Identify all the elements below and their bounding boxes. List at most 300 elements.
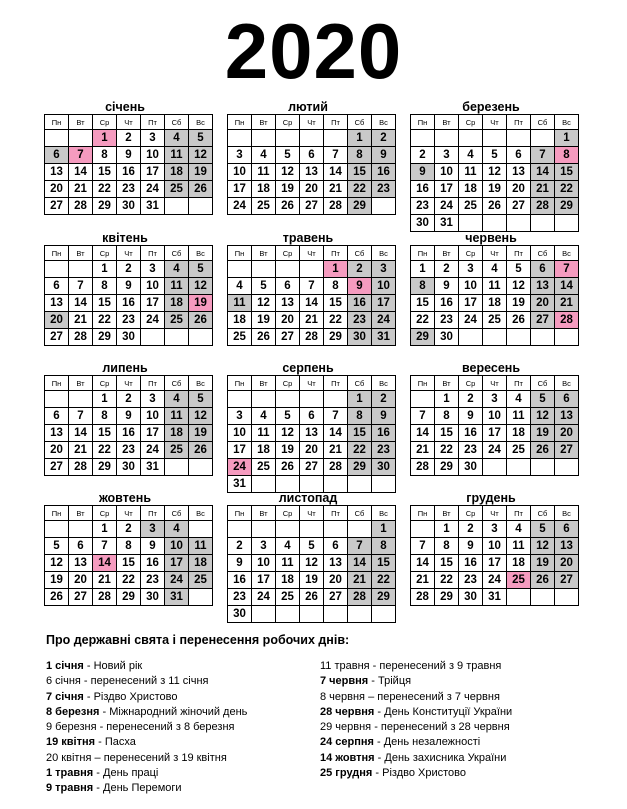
day-cell: 2 bbox=[117, 130, 141, 147]
day-cell: 8 bbox=[435, 408, 459, 425]
day-cell: 29 bbox=[93, 198, 117, 215]
day-cell: 25 bbox=[483, 312, 507, 329]
day-cell: 1 bbox=[348, 391, 372, 408]
weekday-header: Пт bbox=[141, 115, 165, 130]
empty-cell bbox=[324, 606, 348, 623]
day-cell: 20 bbox=[531, 295, 555, 312]
empty-cell bbox=[252, 261, 276, 278]
holiday-note bbox=[46, 690, 247, 705]
day-cell: 15 bbox=[93, 164, 117, 181]
weekday-header: Вс bbox=[555, 376, 579, 391]
empty-cell bbox=[189, 329, 213, 346]
empty-cell bbox=[483, 215, 507, 232]
month-table bbox=[44, 505, 213, 606]
holiday-date: 14 жовтня bbox=[320, 751, 375, 764]
day-cell: 5 bbox=[507, 261, 531, 278]
holiday-note bbox=[320, 735, 512, 750]
day-cell: 10 bbox=[435, 164, 459, 181]
day-cell: 14 bbox=[411, 425, 435, 442]
day-cell: 25 bbox=[507, 572, 531, 589]
day-cell: 3 bbox=[252, 538, 276, 555]
empty-cell bbox=[300, 606, 324, 623]
day-cell: 11 bbox=[165, 408, 189, 425]
day-cell: 25 bbox=[252, 198, 276, 215]
year-title: 2020 bbox=[224, 7, 403, 95]
day-cell: 24 bbox=[141, 181, 165, 198]
day-cell: 19 bbox=[45, 572, 69, 589]
day-cell: 11 bbox=[252, 164, 276, 181]
day-cell: 13 bbox=[555, 408, 579, 425]
empty-cell bbox=[69, 261, 93, 278]
day-cell: 26 bbox=[507, 312, 531, 329]
day-cell: 12 bbox=[45, 555, 69, 572]
day-cell: 30 bbox=[435, 329, 459, 346]
day-cell: 13 bbox=[555, 538, 579, 555]
day-cell: 7 bbox=[324, 408, 348, 425]
day-cell: 20 bbox=[276, 312, 300, 329]
day-cell: 4 bbox=[228, 278, 252, 295]
day-cell: 1 bbox=[93, 130, 117, 147]
day-cell: 11 bbox=[189, 538, 213, 555]
weekday-header: Вс bbox=[555, 115, 579, 130]
day-cell: 8 bbox=[411, 278, 435, 295]
day-cell: 20 bbox=[45, 442, 69, 459]
empty-cell bbox=[555, 329, 579, 346]
month-calendar bbox=[410, 361, 572, 476]
weekday-header: Ср bbox=[276, 115, 300, 130]
day-cell: 25 bbox=[189, 572, 213, 589]
day-cell: 27 bbox=[531, 312, 555, 329]
day-cell: 14 bbox=[348, 555, 372, 572]
day-cell: 3 bbox=[228, 408, 252, 425]
month-name: травень bbox=[282, 231, 334, 245]
day-cell: 16 bbox=[411, 181, 435, 198]
empty-cell bbox=[189, 521, 213, 538]
day-cell: 9 bbox=[411, 164, 435, 181]
day-cell: 21 bbox=[69, 442, 93, 459]
day-cell: 6 bbox=[555, 521, 579, 538]
day-cell: 29 bbox=[93, 459, 117, 476]
month-calendar bbox=[227, 231, 389, 346]
day-cell: 20 bbox=[45, 181, 69, 198]
day-cell: 6 bbox=[276, 278, 300, 295]
day-cell: 30 bbox=[141, 589, 165, 606]
day-cell: 30 bbox=[228, 606, 252, 623]
day-cell: 2 bbox=[459, 521, 483, 538]
day-cell: 27 bbox=[45, 329, 69, 346]
weekday-header: Вт bbox=[69, 376, 93, 391]
empty-cell bbox=[165, 329, 189, 346]
day-cell: 23 bbox=[372, 442, 396, 459]
day-cell: 25 bbox=[252, 459, 276, 476]
day-cell: 21 bbox=[69, 312, 93, 329]
empty-cell bbox=[555, 215, 579, 232]
day-cell: 26 bbox=[276, 198, 300, 215]
day-cell: 19 bbox=[507, 295, 531, 312]
day-cell: 22 bbox=[348, 181, 372, 198]
day-cell: 9 bbox=[228, 555, 252, 572]
weekday-header: Вс bbox=[555, 506, 579, 521]
day-cell: 6 bbox=[45, 408, 69, 425]
day-cell: 17 bbox=[141, 295, 165, 312]
day-cell: 25 bbox=[276, 589, 300, 606]
weekday-header: Вс bbox=[372, 506, 396, 521]
day-cell: 24 bbox=[141, 312, 165, 329]
day-cell: 16 bbox=[459, 555, 483, 572]
day-cell: 23 bbox=[372, 181, 396, 198]
holiday-note bbox=[46, 766, 247, 781]
empty-cell bbox=[411, 130, 435, 147]
day-cell: 17 bbox=[435, 181, 459, 198]
month-calendar bbox=[44, 100, 206, 215]
day-cell: 6 bbox=[507, 147, 531, 164]
empty-cell bbox=[45, 130, 69, 147]
month-name: листопад bbox=[278, 491, 338, 505]
day-cell: 11 bbox=[165, 147, 189, 164]
day-cell: 18 bbox=[507, 425, 531, 442]
day-cell: 26 bbox=[189, 312, 213, 329]
day-cell: 15 bbox=[348, 164, 372, 181]
day-cell: 15 bbox=[93, 425, 117, 442]
day-cell: 12 bbox=[189, 278, 213, 295]
holiday-note bbox=[320, 659, 512, 674]
empty-cell bbox=[300, 261, 324, 278]
day-cell: 25 bbox=[507, 442, 531, 459]
day-cell: 23 bbox=[348, 312, 372, 329]
holiday-date: 1 січня bbox=[46, 660, 84, 672]
empty-cell bbox=[45, 521, 69, 538]
weekday-header: Вт bbox=[69, 246, 93, 261]
day-cell: 10 bbox=[228, 425, 252, 442]
weekday-header: Чт bbox=[117, 115, 141, 130]
day-cell: 9 bbox=[117, 147, 141, 164]
day-cell: 12 bbox=[531, 538, 555, 555]
day-cell: 31 bbox=[165, 589, 189, 606]
holiday-note bbox=[46, 674, 247, 689]
holiday-date: 7 січня bbox=[46, 690, 84, 703]
day-cell: 26 bbox=[252, 329, 276, 346]
day-cell: 24 bbox=[435, 198, 459, 215]
day-cell: 22 bbox=[372, 572, 396, 589]
day-cell: 27 bbox=[276, 329, 300, 346]
month-table bbox=[410, 505, 579, 606]
weekday-header: Чт bbox=[300, 376, 324, 391]
month-calendar bbox=[410, 100, 572, 232]
notes-title: Про державні свята і перенесення робочих днів: bbox=[46, 633, 350, 647]
day-cell: 9 bbox=[459, 538, 483, 555]
day-cell: 1 bbox=[555, 130, 579, 147]
day-cell: 13 bbox=[300, 425, 324, 442]
day-cell: 20 bbox=[300, 181, 324, 198]
day-cell: 17 bbox=[141, 164, 165, 181]
empty-cell bbox=[276, 476, 300, 493]
day-cell: 18 bbox=[165, 295, 189, 312]
day-cell: 1 bbox=[435, 391, 459, 408]
day-cell: 19 bbox=[189, 164, 213, 181]
day-cell: 6 bbox=[531, 261, 555, 278]
day-cell: 17 bbox=[165, 555, 189, 572]
month-name: липень bbox=[102, 361, 148, 375]
day-cell: 2 bbox=[117, 391, 141, 408]
weekday-header: Вт bbox=[69, 115, 93, 130]
day-cell: 21 bbox=[411, 442, 435, 459]
empty-cell bbox=[276, 606, 300, 623]
weekday-header: Ср bbox=[459, 376, 483, 391]
day-cell: 21 bbox=[324, 442, 348, 459]
day-cell: 11 bbox=[228, 295, 252, 312]
empty-cell bbox=[531, 459, 555, 476]
day-cell: 7 bbox=[69, 408, 93, 425]
day-cell: 22 bbox=[348, 442, 372, 459]
day-cell: 14 bbox=[531, 164, 555, 181]
day-cell: 3 bbox=[141, 130, 165, 147]
empty-cell bbox=[483, 130, 507, 147]
day-cell: 28 bbox=[300, 329, 324, 346]
empty-cell bbox=[252, 606, 276, 623]
empty-cell bbox=[435, 130, 459, 147]
day-cell: 14 bbox=[300, 295, 324, 312]
day-cell: 23 bbox=[411, 198, 435, 215]
day-cell: 21 bbox=[411, 572, 435, 589]
holiday-description: - День захисника України bbox=[374, 751, 507, 764]
holiday-note bbox=[46, 705, 247, 720]
holiday-note bbox=[320, 751, 512, 766]
holiday-date: 24 серпня bbox=[320, 736, 374, 749]
day-cell: 29 bbox=[435, 589, 459, 606]
day-cell: 20 bbox=[69, 572, 93, 589]
day-cell: 6 bbox=[69, 538, 93, 555]
weekday-header: Ср bbox=[276, 506, 300, 521]
day-cell: 4 bbox=[483, 261, 507, 278]
day-cell: 5 bbox=[45, 538, 69, 555]
holiday-description: - Різдво Христово bbox=[372, 767, 466, 780]
day-cell: 1 bbox=[372, 521, 396, 538]
day-cell: 1 bbox=[93, 521, 117, 538]
day-cell: 5 bbox=[276, 408, 300, 425]
weekday-header: Сб bbox=[348, 115, 372, 130]
day-cell: 22 bbox=[555, 181, 579, 198]
day-cell: 31 bbox=[483, 589, 507, 606]
day-cell: 28 bbox=[411, 459, 435, 476]
day-cell: 1 bbox=[93, 261, 117, 278]
day-cell: 18 bbox=[459, 181, 483, 198]
day-cell: 8 bbox=[117, 538, 141, 555]
day-cell: 16 bbox=[435, 295, 459, 312]
day-cell: 30 bbox=[117, 459, 141, 476]
day-cell: 15 bbox=[348, 425, 372, 442]
day-cell: 3 bbox=[228, 147, 252, 164]
weekday-header: Вс bbox=[372, 246, 396, 261]
weekday-header: Вт bbox=[435, 115, 459, 130]
day-cell: 26 bbox=[531, 442, 555, 459]
empty-cell bbox=[324, 391, 348, 408]
day-cell: 9 bbox=[372, 408, 396, 425]
day-cell: 23 bbox=[435, 312, 459, 329]
empty-cell bbox=[252, 391, 276, 408]
weekday-header: Пн bbox=[228, 115, 252, 130]
weekday-header: Сб bbox=[348, 506, 372, 521]
day-cell: 12 bbox=[252, 295, 276, 312]
day-cell: 30 bbox=[117, 198, 141, 215]
day-cell: 14 bbox=[555, 278, 579, 295]
day-cell: 24 bbox=[483, 572, 507, 589]
weekday-header: Вт bbox=[69, 506, 93, 521]
day-cell: 27 bbox=[555, 572, 579, 589]
month-name: січень bbox=[105, 100, 145, 114]
weekday-header: Вт bbox=[252, 376, 276, 391]
day-cell: 24 bbox=[252, 589, 276, 606]
holiday-date: 25 грудня bbox=[320, 767, 373, 780]
day-cell: 3 bbox=[483, 391, 507, 408]
day-cell: 29 bbox=[93, 329, 117, 346]
month-name: квітень bbox=[102, 231, 148, 245]
weekday-header: Вт bbox=[435, 246, 459, 261]
day-cell: 16 bbox=[372, 164, 396, 181]
day-cell: 12 bbox=[189, 147, 213, 164]
day-cell: 20 bbox=[300, 442, 324, 459]
day-cell: 3 bbox=[483, 521, 507, 538]
day-cell: 16 bbox=[372, 425, 396, 442]
weekday-header: Пн bbox=[45, 115, 69, 130]
day-cell: 18 bbox=[252, 442, 276, 459]
day-cell: 19 bbox=[189, 425, 213, 442]
empty-cell bbox=[189, 459, 213, 476]
day-cell: 17 bbox=[372, 295, 396, 312]
day-cell: 8 bbox=[93, 278, 117, 295]
day-cell: 15 bbox=[555, 164, 579, 181]
empty-cell bbox=[228, 521, 252, 538]
day-cell: 16 bbox=[141, 555, 165, 572]
day-cell: 24 bbox=[459, 312, 483, 329]
month-calendar bbox=[44, 491, 206, 606]
day-cell: 5 bbox=[252, 278, 276, 295]
day-cell: 7 bbox=[411, 408, 435, 425]
empty-cell bbox=[141, 329, 165, 346]
weekday-header: Чт bbox=[483, 115, 507, 130]
weekday-header: Ср bbox=[459, 506, 483, 521]
day-cell: 20 bbox=[555, 555, 579, 572]
day-cell: 22 bbox=[93, 442, 117, 459]
weekday-header: Ср bbox=[93, 246, 117, 261]
day-cell: 2 bbox=[117, 261, 141, 278]
day-cell: 12 bbox=[507, 278, 531, 295]
weekday-header: Пн bbox=[45, 376, 69, 391]
holiday-note bbox=[46, 735, 247, 750]
day-cell: 1 bbox=[411, 261, 435, 278]
day-cell: 7 bbox=[324, 147, 348, 164]
empty-cell bbox=[45, 261, 69, 278]
day-cell: 30 bbox=[372, 459, 396, 476]
day-cell: 8 bbox=[555, 147, 579, 164]
empty-cell bbox=[372, 476, 396, 493]
empty-cell bbox=[276, 130, 300, 147]
day-cell: 13 bbox=[45, 295, 69, 312]
empty-cell bbox=[300, 130, 324, 147]
weekday-header: Вт bbox=[252, 246, 276, 261]
day-cell: 26 bbox=[189, 442, 213, 459]
month-calendar bbox=[410, 231, 572, 346]
weekday-header: Сб bbox=[348, 376, 372, 391]
day-cell: 17 bbox=[228, 442, 252, 459]
weekday-header: Вс bbox=[555, 246, 579, 261]
holiday-description: 20 квітня – перенесений з 19 квітня bbox=[46, 751, 227, 764]
weekday-header: Пт bbox=[507, 376, 531, 391]
day-cell: 19 bbox=[252, 312, 276, 329]
day-cell: 15 bbox=[117, 555, 141, 572]
day-cell: 18 bbox=[507, 555, 531, 572]
day-cell: 28 bbox=[93, 589, 117, 606]
day-cell: 21 bbox=[555, 295, 579, 312]
day-cell: 6 bbox=[555, 391, 579, 408]
day-cell: 27 bbox=[45, 198, 69, 215]
day-cell: 22 bbox=[93, 181, 117, 198]
holiday-description: - День Конституції України bbox=[374, 705, 513, 718]
empty-cell bbox=[372, 198, 396, 215]
day-cell: 19 bbox=[276, 181, 300, 198]
day-cell: 31 bbox=[228, 476, 252, 493]
weekday-header: Пт bbox=[324, 506, 348, 521]
holiday-note bbox=[320, 674, 512, 689]
day-cell: 3 bbox=[459, 261, 483, 278]
weekday-header: Сб bbox=[531, 506, 555, 521]
weekday-header: Пт bbox=[507, 246, 531, 261]
day-cell: 4 bbox=[507, 391, 531, 408]
day-cell: 21 bbox=[348, 572, 372, 589]
month-calendar bbox=[410, 491, 572, 606]
weekday-header: Вс bbox=[189, 115, 213, 130]
empty-cell bbox=[507, 329, 531, 346]
day-cell: 29 bbox=[435, 459, 459, 476]
day-cell: 29 bbox=[348, 459, 372, 476]
weekday-header: Сб bbox=[165, 376, 189, 391]
weekday-header: Пт bbox=[324, 376, 348, 391]
empty-cell bbox=[459, 130, 483, 147]
empty-cell bbox=[459, 215, 483, 232]
day-cell: 2 bbox=[411, 147, 435, 164]
weekday-header: Ср bbox=[276, 246, 300, 261]
day-cell: 26 bbox=[483, 198, 507, 215]
day-cell: 31 bbox=[141, 459, 165, 476]
day-cell: 10 bbox=[141, 408, 165, 425]
day-cell: 5 bbox=[531, 391, 555, 408]
day-cell: 25 bbox=[165, 312, 189, 329]
holiday-date: 19 квітня bbox=[46, 736, 96, 749]
empty-cell bbox=[228, 391, 252, 408]
day-cell: 16 bbox=[228, 572, 252, 589]
weekday-header: Сб bbox=[531, 115, 555, 130]
day-cell: 4 bbox=[252, 147, 276, 164]
day-cell: 29 bbox=[372, 589, 396, 606]
day-cell: 2 bbox=[228, 538, 252, 555]
weekday-header: Чт bbox=[117, 376, 141, 391]
day-cell: 19 bbox=[276, 442, 300, 459]
weekday-header: Сб bbox=[531, 246, 555, 261]
day-cell: 24 bbox=[228, 459, 252, 476]
empty-cell bbox=[324, 476, 348, 493]
day-cell: 9 bbox=[435, 278, 459, 295]
day-cell: 7 bbox=[69, 278, 93, 295]
empty-cell bbox=[165, 198, 189, 215]
weekday-header: Вт bbox=[435, 376, 459, 391]
holiday-note bbox=[46, 781, 247, 796]
month-table bbox=[44, 375, 213, 476]
weekday-header: Вт bbox=[252, 115, 276, 130]
day-cell: 4 bbox=[165, 261, 189, 278]
month-name: жовтень bbox=[98, 491, 151, 505]
holiday-note bbox=[320, 705, 512, 720]
day-cell: 31 bbox=[372, 329, 396, 346]
holiday-date: 9 травня bbox=[46, 782, 94, 795]
